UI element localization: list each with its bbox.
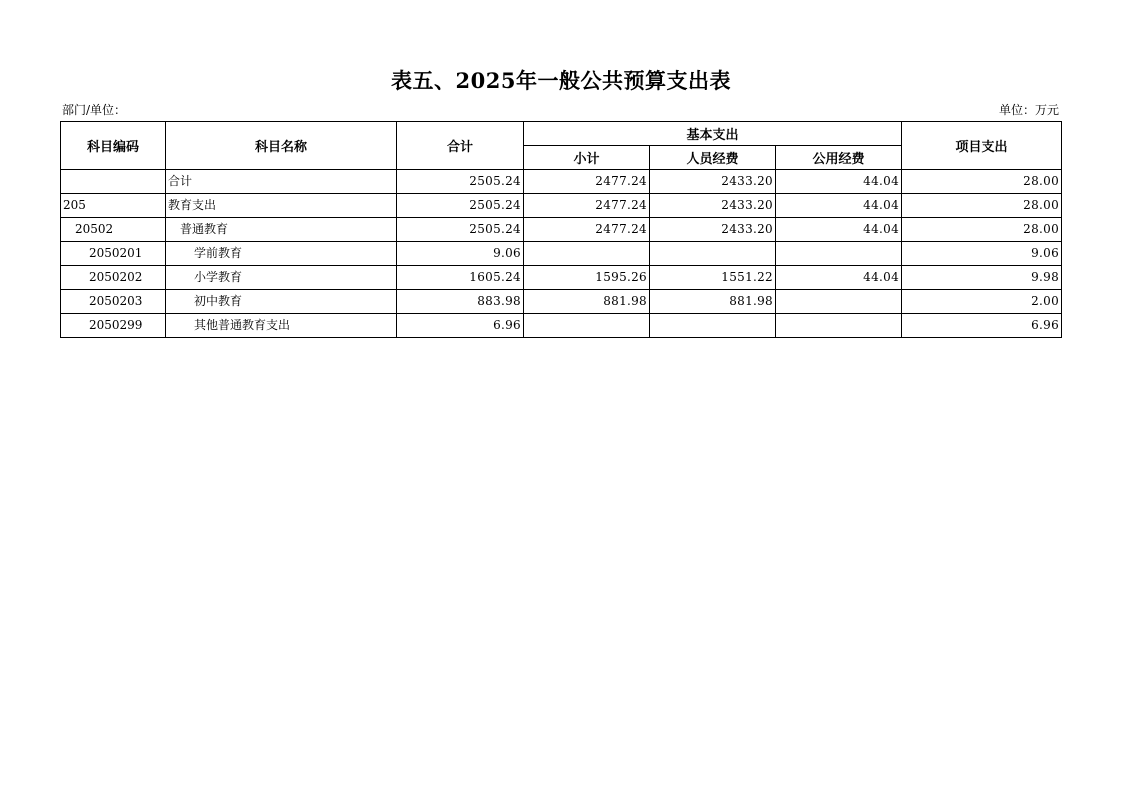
cell-name: 普通教育 <box>166 218 397 242</box>
header-public: 公用经费 <box>776 146 902 170</box>
header-name: 科目名称 <box>166 122 397 170</box>
cell-subtotal: 2477.24 <box>524 218 650 242</box>
table-row <box>61 314 1062 338</box>
cell-code: 2050201 <box>61 242 166 266</box>
cell-total: 883.98 <box>397 290 524 314</box>
cell-project: 28.00 <box>902 194 1062 218</box>
cell-public: 44.04 <box>776 266 902 290</box>
cell-code: 20502 <box>61 218 166 242</box>
cell-public: 44.04 <box>776 170 902 194</box>
cell-name: 合计 <box>166 170 397 194</box>
cell-public: 44.04 <box>776 218 902 242</box>
cell-subtotal <box>524 314 650 338</box>
cell-personnel: 1551.22 <box>650 266 776 290</box>
cell-project: 28.00 <box>902 170 1062 194</box>
cell-name: 初中教育 <box>166 290 397 314</box>
cell-subtotal: 2477.24 <box>524 170 650 194</box>
cell-name: 小学教育 <box>166 266 397 290</box>
header-basic: 基本支出 <box>524 122 902 146</box>
cell-personnel <box>650 314 776 338</box>
page-title: 表五、2025年一般公共预算支出表 <box>391 68 731 93</box>
table-row <box>61 290 1062 314</box>
cell-project: 2.00 <box>902 290 1062 314</box>
cell-total: 2505.24 <box>397 218 524 242</box>
cell-name: 其他普通教育支出 <box>166 314 397 338</box>
cell-subtotal: 881.98 <box>524 290 650 314</box>
cell-project: 9.06 <box>902 242 1062 266</box>
cell-code: 2050299 <box>61 314 166 338</box>
header-personnel: 人员经费 <box>650 146 776 170</box>
header-code: 科目编码 <box>61 122 166 170</box>
cell-project: 9.98 <box>902 266 1062 290</box>
cell-personnel: 2433.20 <box>650 218 776 242</box>
cell-subtotal: 1595.26 <box>524 266 650 290</box>
cell-total: 9.06 <box>397 242 524 266</box>
department-label: 部门/单位： <box>62 103 127 117</box>
table-row <box>61 266 1062 290</box>
cell-name: 学前教育 <box>166 242 397 266</box>
table-row <box>61 170 1062 194</box>
header-total: 合计 <box>397 122 524 170</box>
budget-table <box>60 121 1062 338</box>
header-project: 项目支出 <box>902 122 1062 170</box>
cell-code <box>61 170 166 194</box>
cell-public <box>776 290 902 314</box>
cell-project: 28.00 <box>902 218 1062 242</box>
cell-total: 1605.24 <box>397 266 524 290</box>
table-row <box>61 218 1062 242</box>
table-row <box>61 194 1062 218</box>
cell-personnel <box>650 242 776 266</box>
cell-personnel: 2433.20 <box>650 194 776 218</box>
unit-label: 单位：万元 <box>998 103 1059 117</box>
table-row <box>61 242 1062 266</box>
cell-subtotal <box>524 242 650 266</box>
cell-public: 44.04 <box>776 194 902 218</box>
cell-personnel: 881.98 <box>650 290 776 314</box>
cell-subtotal: 2477.24 <box>524 194 650 218</box>
cell-code: 2050202 <box>61 266 166 290</box>
cell-total: 2505.24 <box>397 170 524 194</box>
cell-public <box>776 242 902 266</box>
cell-total: 2505.24 <box>397 194 524 218</box>
cell-project: 6.96 <box>902 314 1062 338</box>
cell-total: 6.96 <box>397 314 524 338</box>
cell-code: 2050203 <box>61 290 166 314</box>
cell-public <box>776 314 902 338</box>
cell-code: 205 <box>61 194 166 218</box>
cell-personnel: 2433.20 <box>650 170 776 194</box>
cell-name: 教育支出 <box>166 194 397 218</box>
header-subtotal: 小计 <box>524 146 650 170</box>
